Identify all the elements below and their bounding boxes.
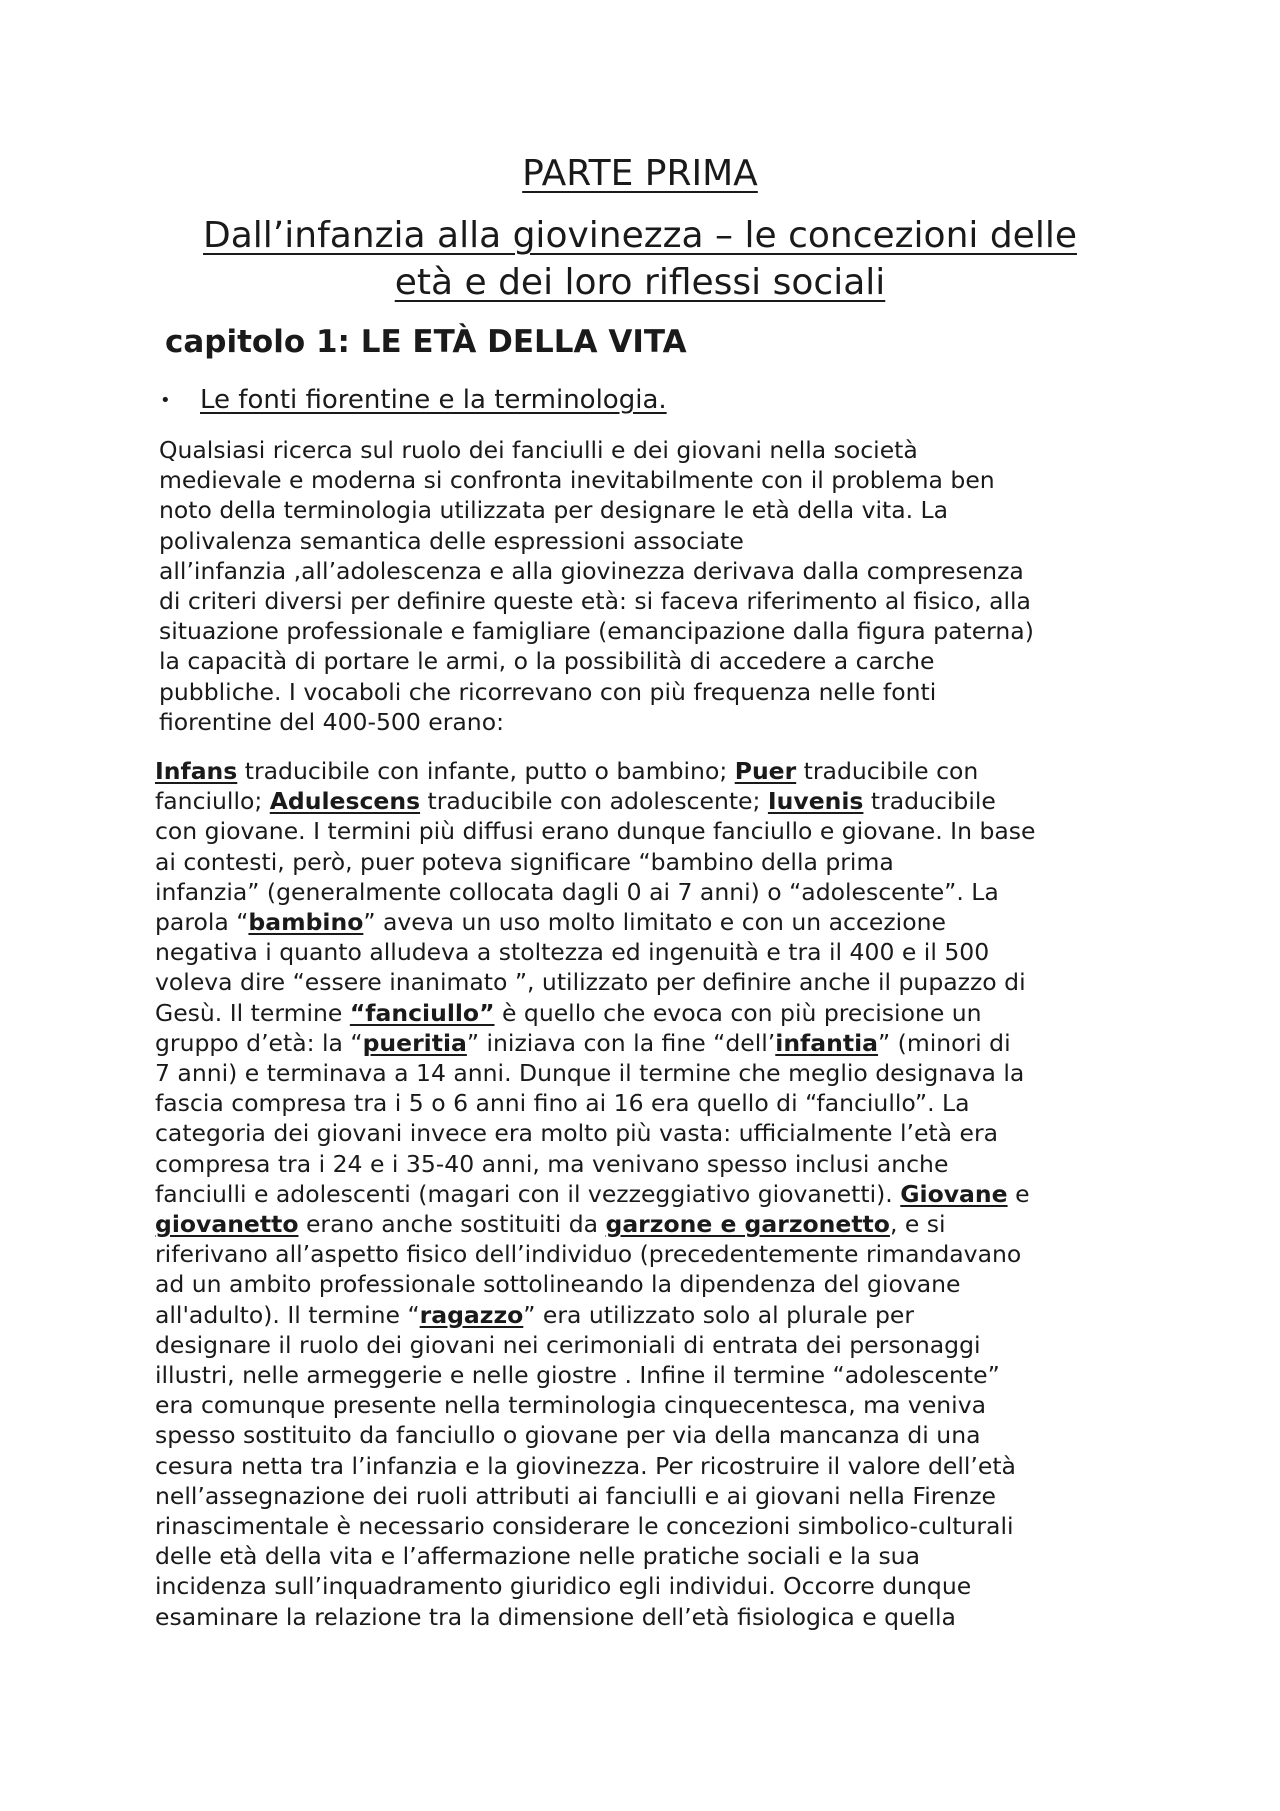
text-run: traducibile con	[796, 757, 979, 785]
paragraph-line: polivalenza semantica delle espressioni associate	[159, 526, 744, 555]
paragraph-line	[155, 1300, 1155, 1330]
term-giovane: Giovane	[900, 1179, 1008, 1208]
paragraph-line: Qualsiasi ricerca sul ruolo dei fanciulli e dei giovani nella società	[159, 436, 918, 464]
term-infantia: infantia	[775, 1028, 879, 1057]
paragraph-line: spesso sostituito da fanciullo o giovane per via della mancanza di una	[155, 1421, 981, 1450]
paragraph-line: fiorentine del 400-500 erano:	[159, 707, 504, 736]
paragraph-line: pubbliche. I vocaboli che ricorrevano con più frequenza nelle fonti	[159, 677, 937, 706]
paragraph-line: con giovane. I termini più diffusi erano dunque fanciullo e giovane. In base	[155, 817, 1036, 846]
text-run: traducibile	[863, 787, 996, 816]
paragraph-line: la capacità di portare le armi, o la possibilità di accedere a carche	[159, 647, 935, 676]
paragraph-line	[155, 1179, 1155, 1209]
paragraph-line	[155, 998, 1155, 1028]
term-adulescens: Adulescens	[269, 787, 421, 816]
text-run: parola “	[155, 908, 249, 937]
paragraph-line	[155, 786, 1155, 816]
part-title: PARTE PRIMA	[522, 153, 758, 194]
term-garzone: garzone e garzonetto	[605, 1210, 890, 1239]
paragraph-line	[155, 1028, 1155, 1058]
subtitle	[140, 212, 1140, 306]
text-run: e	[1007, 1179, 1030, 1208]
paragraph-line: compresa tra i 24 e i 35-40 anni, ma venivano spesso inclusi anche	[155, 1149, 949, 1178]
paragraph-line: medievale e moderna si confronta inevitabilmente con il problema ben	[159, 466, 995, 495]
subtitle-line-2: età e dei loro riflessi sociali	[394, 262, 886, 303]
paragraph-line	[155, 756, 1155, 786]
chapter-title: capitolo 1: LE ETÀ DELLA VITA	[165, 324, 687, 360]
subtitle-line-1: Dall’infanzia alla giovinezza – le concezioni delle	[203, 215, 1077, 256]
text-run: gruppo d’età: la “	[155, 1028, 363, 1057]
paragraph-line	[155, 1209, 1155, 1239]
term-fanciullo: “fanciullo”	[349, 998, 495, 1027]
term-pueritia: pueritia	[362, 1028, 467, 1057]
paragraph-line: infanzia” (generalmente collocata dagli 0 ai 7 anni) o “adolescente”. La	[155, 877, 999, 906]
text-run: ” aveva un uso molto limitato e con un accezione	[363, 908, 946, 937]
paragraph-line: 7 anni) e terminava a 14 anni. Dunque il termine che meglio designava la	[155, 1059, 1025, 1088]
text-run: fanciulli e adolescenti (magari con il vezzeggiativo giovanetti).	[155, 1179, 901, 1208]
text-run: ” iniziava con la fine “dell’	[466, 1028, 776, 1057]
paragraph-line: era comunque presente nella terminologia cinquecentesca, ma veniva	[155, 1391, 987, 1420]
paragraph-line: nell’assegnazione dei ruoli attributi ai fanciulli e ai giovani nella Firenze	[155, 1481, 997, 1510]
paragraph-line: delle età della vita e l’affermazione nelle pratiche sociali e la sua	[155, 1542, 920, 1571]
paragraph-line: rinascimentale è necessario considerare le concezioni simbolico-culturali	[155, 1512, 1014, 1541]
paragraph-line: incidenza sull’inquadramento giuridico egli individui. Occorre dunque	[155, 1572, 972, 1601]
text-run: ” era utilizzato solo al plurale per	[523, 1300, 915, 1329]
text-run: ” (minori di	[878, 1028, 1011, 1057]
term-ragazzo: ragazzo	[419, 1300, 524, 1329]
term-puer: Puer	[734, 757, 797, 785]
paragraph-line: noto della terminologia utilizzata per designare le età della vita. La	[159, 496, 949, 525]
text-run: erano anche sostituiti da	[298, 1210, 606, 1239]
term-infans: Infans	[155, 757, 238, 785]
term-giovanetto: giovanetto	[155, 1210, 299, 1239]
text-run: Gesù. Il termine	[155, 998, 350, 1027]
paragraph-line: voleva dire “essere inanimato ”, utilizzato per definire anche il pupazzo di	[155, 968, 1026, 997]
text-run: all'adulto). Il termine “	[155, 1300, 420, 1329]
paragraph-line: situazione professionale e famigliare (emancipazione dalla figura paterna)	[159, 617, 1034, 646]
bullet-icon: •	[160, 389, 171, 411]
paragraph-line: fascia compresa tra i 5 o 6 anni fino ai 16 era quello di “fanciullo”. La	[155, 1089, 970, 1118]
paragraph-line: di criteri diversi per definire queste età: si faceva riferimento al fisico, alla	[159, 587, 1031, 616]
paragraph-line	[155, 907, 1155, 937]
text-run: traducibile con adolescente;	[420, 787, 768, 816]
paragraph-line: all’infanzia ,all’adolescenza e alla giovinezza derivava dalla compresenza	[159, 556, 1024, 585]
paragraph-line: illustri, nelle armeggerie e nelle giostre . Infine il termine “adolescente”	[155, 1361, 1000, 1390]
paragraph-line: negativa i quanto alludeva a stoltezza ed ingenuità e tra il 400 e il 500	[155, 938, 990, 967]
section-heading-row	[160, 382, 667, 419]
term-bambino: bambino	[248, 908, 364, 937]
paragraph-line: esaminare la relazione tra la dimensione dell’età fisiologica e quella	[155, 1602, 956, 1631]
paragraph-line: categoria dei giovani invece era molto più vasta: ufficialmente l’età era	[155, 1119, 999, 1148]
paragraph-line: ai contesti, però, puer poteva significare “bambino della prima	[155, 847, 894, 876]
paragraph-line: riferivano all’aspetto fisico dell’individuo (precedentemente rimandavano	[155, 1240, 1022, 1269]
paragraph-line: ad un ambito professionale sottolineando la dipendenza del giovane	[155, 1270, 961, 1299]
term-iuvenis: Iuvenis	[767, 787, 864, 816]
text-run: fanciullo;	[155, 787, 270, 816]
paragraph-line: cesura netta tra l’infanzia e la giovinezza. Per ricostruire il valore dell’età	[155, 1451, 1016, 1480]
paragraph-line: designare il ruolo dei giovani nei cerimoniali di entrata dei personaggi	[155, 1330, 981, 1359]
text-run: traducibile con infante, putto o bambino;	[237, 757, 735, 785]
paragraph-2	[155, 756, 1155, 1632]
section-heading: Le fonti fiorentine e la terminologia.	[200, 385, 667, 415]
text-run: è quello che evoca con più precisione un	[494, 998, 982, 1027]
text-run: , e si	[889, 1210, 946, 1239]
paragraph-1	[159, 435, 1159, 737]
